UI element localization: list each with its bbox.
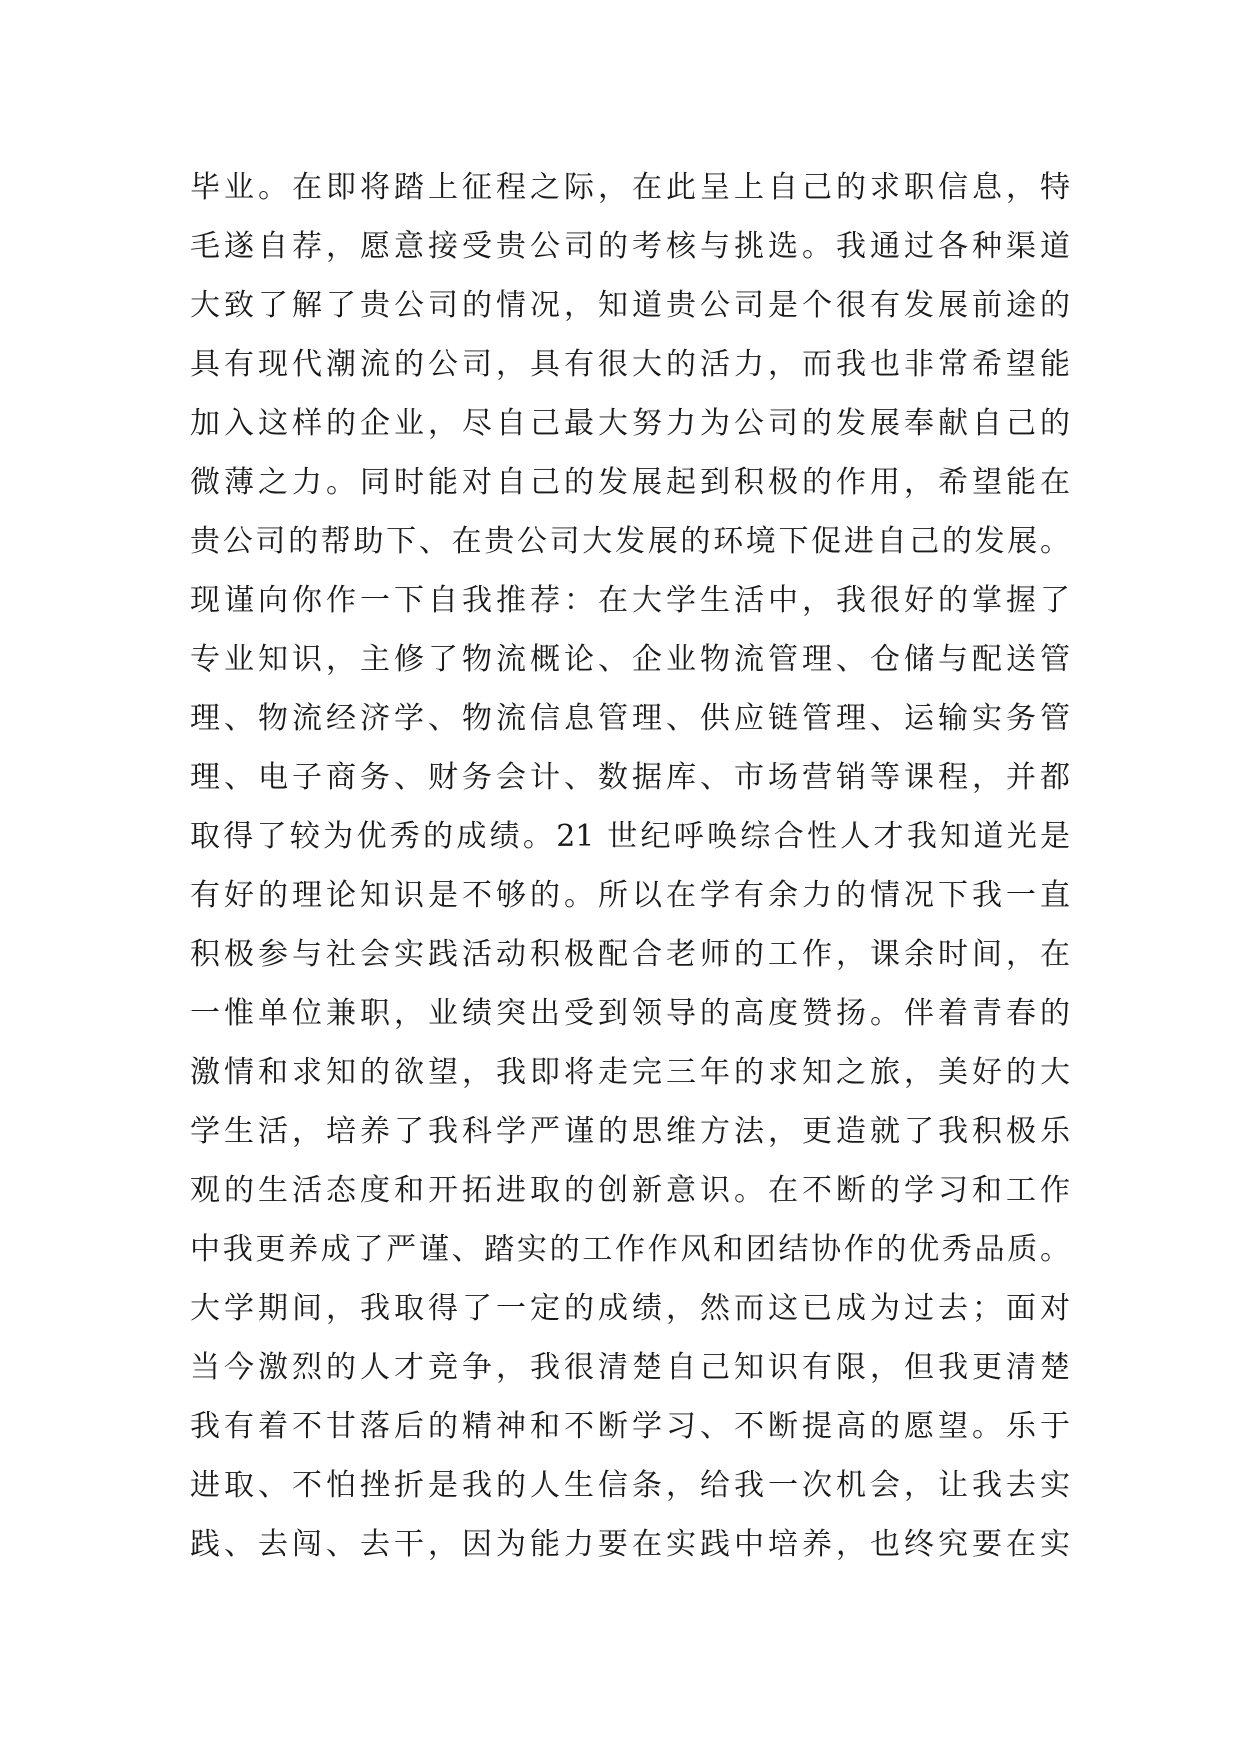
text-line: 我有着不甘落后的精神和不断学习、不断提高的愿望。乐于 [190, 1409, 1070, 1444]
text-line: 微薄之力。同时能对自己的发展起到积极的作用，希望能在 [190, 465, 1070, 500]
text-line: 取得了较为优秀的成绩。21 世纪呼唤综合性人才我知道光是 [190, 819, 1070, 854]
text-line: 加入这样的企业，尽自己最大努力为公司的发展奉献自己的 [190, 406, 1070, 441]
text-line: 进取、不怕挫折是我的人生信条，给我一次机会，让我去实 [190, 1468, 1070, 1503]
text-line: 理、物流经济学、物流信息管理、供应链管理、运输实务管 [190, 701, 1070, 736]
text-line: 专业知识，主修了物流概论、企业物流管理、仓储与配送管 [190, 642, 1070, 677]
text-line: 贵公司的帮助下、在贵公司大发展的环境下促进自己的发展。 [190, 524, 1070, 559]
text-line: 激情和求知的欲望，我即将走完三年的求知之旅，美好的大 [190, 1055, 1070, 1090]
text-line: 观的生活态度和开拓进取的创新意识。在不断的学习和工作 [190, 1173, 1070, 1208]
text-line: 毛遂自荐，愿意接受贵公司的考核与挑选。我通过各种渠道 [190, 229, 1070, 264]
text-line: 具有现代潮流的公司，具有很大的活力，而我也非常希望能 [190, 347, 1070, 382]
text-line: 大学期间，我取得了一定的成绩，然而这已成为过去；面对 [190, 1291, 1070, 1326]
text-line: 中我更养成了严谨、踏实的工作作风和团结协作的优秀品质。 [190, 1232, 1070, 1267]
text-line: 学生活，培养了我科学严谨的思维方法，更造就了我积极乐 [190, 1114, 1070, 1149]
text-line: 一惟单位兼职，业绩突出受到领导的高度赞扬。伴着青春的 [190, 996, 1070, 1031]
text-line: 积极参与社会实践活动积极配合老师的工作，课余时间，在 [190, 937, 1070, 972]
text-line: 有好的理论知识是不够的。所以在学有余力的情况下我一直 [190, 878, 1070, 913]
text-line: 践、去闯、去干，因为能力要在实践中培养，也终究要在实 [190, 1527, 1070, 1562]
text-line: 当今激烈的人才竞争，我很清楚自己知识有限，但我更清楚 [190, 1350, 1070, 1385]
body-text [190, 158, 1070, 1574]
text-line: 大致了解了贵公司的情况，知道贵公司是个很有发展前途的 [190, 288, 1070, 323]
text-line: 毕业。在即将踏上征程之际，在此呈上自己的求职信息，特 [190, 170, 1070, 205]
text-line: 理、电子商务、财务会计、数据库、市场营销等课程，并都 [190, 760, 1070, 795]
text-line: 现谨向你作一下自我推荐：在大学生活中，我很好的掌握了 [190, 583, 1070, 618]
